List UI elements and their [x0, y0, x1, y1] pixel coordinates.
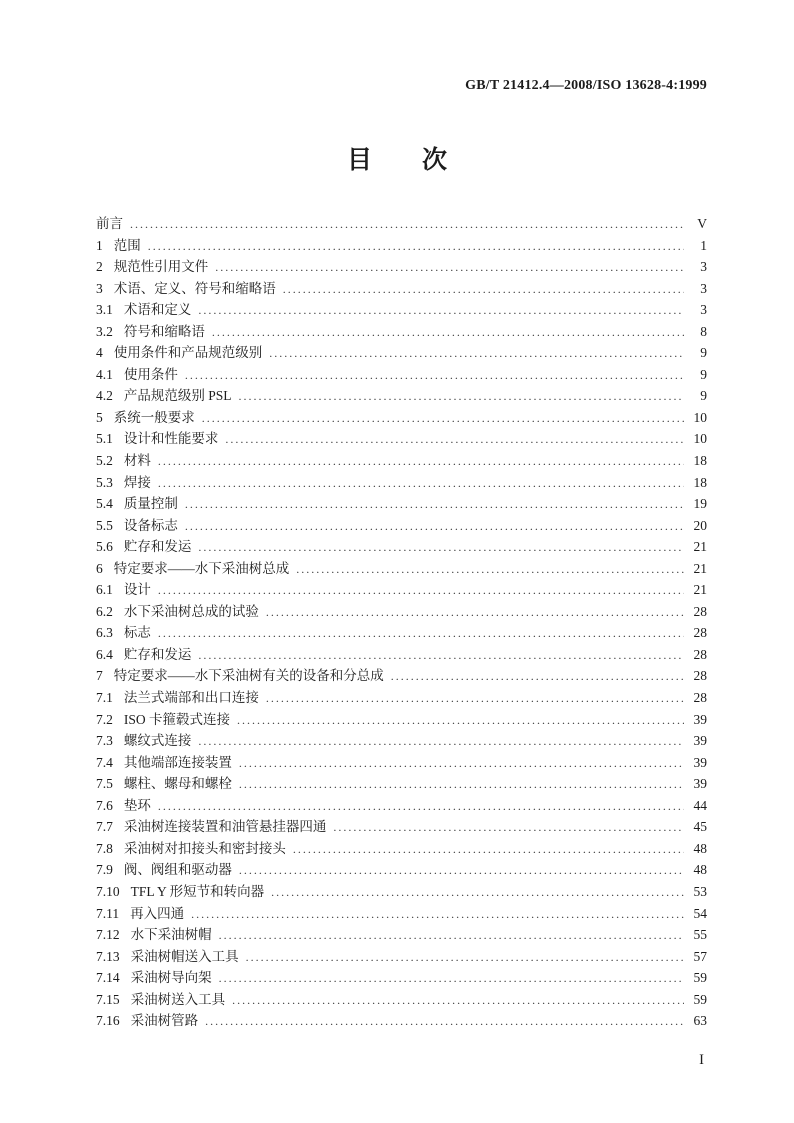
toc-entry-page: 3 [700, 280, 707, 296]
toc-entry-label: 前言 [96, 216, 123, 231]
toc-entry-label: 采油树帽送入工具 [130, 948, 239, 964]
toc-entry-label: 采油树对扣接头和密封接头 [123, 840, 286, 856]
dot-leader [130, 214, 684, 236]
toc-entry [96, 601, 707, 623]
toc-entry [96, 903, 707, 925]
toc-entry [96, 644, 707, 666]
toc-entry-number: 3.1 [96, 302, 113, 318]
toc-entry-number: 6.2 [96, 603, 113, 619]
toc-entry-label: 设计 [123, 582, 151, 598]
dot-leader [158, 796, 684, 818]
toc-entry-label: 术语和定义 [123, 302, 192, 318]
toc-entry-label: 垫环 [123, 797, 151, 813]
toc-entry [96, 795, 707, 817]
toc-entry-page: 9 [700, 366, 707, 382]
toc-entry-label: 设计和性能要求 [123, 431, 219, 447]
toc-entry-number: 7.9 [96, 862, 113, 878]
toc-entry-label: 规范性引用文件 [113, 259, 209, 275]
toc-entry-label: 使用条件 [123, 366, 178, 382]
toc-entry-number: 7 [96, 668, 103, 684]
toc-entry-label: 系统一般要求 [113, 409, 195, 425]
toc-entry [96, 278, 707, 300]
dot-leader [283, 279, 684, 301]
toc-entry-number: 3 [96, 280, 103, 296]
toc-entry-label: 螺纹式连接 [123, 733, 192, 749]
toc-entry-number: 7.4 [96, 754, 113, 770]
toc-entry-page: 3 [700, 302, 707, 318]
dot-leader [219, 968, 684, 990]
toc-entry-label: 法兰式端部和出口连接 [123, 690, 259, 706]
toc-entry-label: 符号和缩略语 [123, 323, 205, 339]
toc-entry-label: 焊接 [123, 474, 151, 490]
toc-entry-page: 21 [693, 539, 707, 555]
toc-entry-page: 39 [693, 776, 707, 792]
toc-entry-label: 材料 [123, 453, 151, 469]
dot-leader [212, 322, 684, 344]
toc-entry-number: 4.1 [96, 366, 113, 382]
toc-entry-page: 28 [693, 625, 707, 641]
toc-entry-number: 7.6 [96, 797, 113, 813]
toc-entry-number: 6.4 [96, 646, 113, 662]
dot-leader [198, 645, 684, 667]
dot-leader [148, 236, 684, 258]
toc-entry [96, 730, 707, 752]
toc-entry-number: 7.15 [96, 991, 120, 1007]
toc-entry-number: 2 [96, 259, 103, 275]
toc-entry-number: 5.5 [96, 517, 113, 533]
toc-entry [96, 622, 707, 644]
toc-entry-label: 其他端部连接装置 [123, 754, 232, 770]
toc-entry-page: 18 [693, 453, 707, 469]
dot-leader [239, 386, 684, 408]
toc-entry-label: 使用条件和产品规范级别 [113, 345, 263, 361]
toc-entry-page: 1 [700, 237, 707, 253]
toc-entry-label: 水下采油树帽 [130, 927, 212, 943]
toc-entry-page: 44 [693, 797, 707, 813]
toc-entry [96, 859, 707, 881]
toc-entry-page: 54 [693, 905, 707, 921]
toc-entry-page: 39 [693, 733, 707, 749]
toc-entry-number: 7.1 [96, 690, 113, 706]
toc-entry-page: 59 [693, 970, 707, 986]
toc-entry-number: 7.10 [96, 883, 120, 899]
toc-entry-label: 设备标志 [123, 517, 178, 533]
toc-entry-number: 7.7 [96, 819, 113, 835]
toc-entry-page: 28 [693, 603, 707, 619]
toc-entry-page: 21 [693, 582, 707, 598]
dot-leader [296, 559, 684, 581]
toc-entry-number: 7.8 [96, 840, 113, 856]
dot-leader [198, 300, 684, 322]
toc-entry-number: 7.5 [96, 776, 113, 792]
dot-leader [158, 580, 684, 602]
toc-entry-page: 10 [693, 409, 707, 425]
dot-leader [239, 774, 684, 796]
toc-entry [96, 428, 707, 450]
dot-leader [239, 753, 684, 775]
toc-entry-page: 57 [693, 948, 707, 964]
dot-leader [237, 710, 684, 732]
dot-leader [158, 451, 684, 473]
dot-leader [198, 537, 684, 559]
toc-entry-page: 10 [693, 431, 707, 447]
toc-entry-page: 28 [693, 646, 707, 662]
toc-entry [96, 752, 707, 774]
standard-number-header: GB/T 21412.4—2008/ISO 13628-4:1999 [465, 78, 707, 93]
toc-entry [96, 946, 707, 968]
toc-entry [96, 472, 707, 494]
toc-entry [96, 256, 707, 278]
toc-entry-page: 48 [693, 862, 707, 878]
toc-entry [96, 558, 707, 580]
toc-entry-number: 5.4 [96, 496, 113, 512]
toc-entry-page: 19 [693, 496, 707, 512]
toc-entry [96, 989, 707, 1011]
toc-entry-number: 7.3 [96, 733, 113, 749]
toc-entry-page: 18 [693, 474, 707, 490]
toc-entry-label: 特定要求——水下采油树总成 [113, 560, 290, 576]
dot-leader [191, 904, 684, 926]
toc-entry-page: 45 [693, 819, 707, 835]
toc-entry-number: 5.6 [96, 539, 113, 555]
toc-entry-number: 7.14 [96, 970, 120, 986]
toc-entry-page: 20 [693, 517, 707, 533]
toc-entry-page: 9 [700, 345, 707, 361]
dot-leader [239, 860, 684, 882]
toc-entry-number: 5.2 [96, 453, 113, 469]
toc-entry-label: ISO 卡箍毂式连接 [123, 711, 231, 727]
toc-entry-page: 28 [693, 690, 707, 706]
dot-leader [266, 688, 684, 710]
toc-entry-label: 阀、阀组和驱动器 [123, 862, 232, 878]
toc-entry-page: 55 [693, 927, 707, 943]
toc-entry-label: 术语、定义、符号和缩略语 [113, 280, 276, 296]
dot-leader [185, 494, 684, 516]
toc-entry [96, 299, 707, 321]
toc-entry-label: 采油树连接装置和油管悬挂器四通 [123, 819, 327, 835]
toc-entry [96, 709, 707, 731]
dot-leader [219, 925, 684, 947]
toc-entry-number: 4 [96, 345, 103, 361]
toc-entry [96, 579, 707, 601]
dot-leader [158, 623, 684, 645]
dot-leader [225, 429, 684, 451]
dot-leader [266, 602, 684, 624]
toc-entry-number: 5.3 [96, 474, 113, 490]
toc-entry [96, 924, 707, 946]
toc-entry-label: 再入四通 [130, 905, 185, 921]
toc-entry [96, 665, 707, 687]
toc-entry-label: TFL Y 形短节和转向器 [130, 883, 265, 899]
dot-leader [271, 882, 684, 904]
toc-entry-number: 6.3 [96, 625, 113, 641]
toc-entry-label: 水下采油树总成的试验 [123, 603, 259, 619]
toc-entry-number: 5 [96, 409, 103, 425]
toc-entry-label: 标志 [123, 625, 151, 641]
toc-entry-label: 特定要求——水下采油树有关的设备和分总成 [113, 668, 384, 684]
toc-entry-page: 9 [700, 388, 707, 404]
toc-entry [96, 1010, 707, 1032]
dot-leader [246, 947, 684, 969]
toc-entry-number: 3.2 [96, 323, 113, 339]
toc-entry [96, 342, 707, 364]
toc-entry [96, 816, 707, 838]
toc-entry-label: 质量控制 [123, 496, 178, 512]
toc-entry-page: 39 [693, 711, 707, 727]
page-number: I [699, 1052, 704, 1068]
toc-entry-label: 产品规范级别 PSL [123, 388, 232, 404]
toc-entry-page: 48 [693, 840, 707, 856]
toc-entry [96, 235, 707, 257]
dot-leader [205, 1011, 684, 1033]
toc-entry-label: 贮存和发运 [123, 646, 192, 662]
toc-entry-number: 6.1 [96, 582, 113, 598]
toc-entry-page: 21 [693, 560, 707, 576]
toc-entry [96, 364, 707, 386]
toc-entry-label: 采油树送入工具 [130, 991, 226, 1007]
toc-entry [96, 385, 707, 407]
toc-entry-number: 5.1 [96, 431, 113, 447]
toc-entry [96, 450, 707, 472]
toc-entry-page: 3 [700, 259, 707, 275]
dot-leader [269, 343, 684, 365]
toc-entry [96, 773, 707, 795]
dot-leader [391, 666, 684, 688]
dot-leader [158, 473, 684, 495]
dot-leader [185, 365, 684, 387]
toc-entry-number: 7.12 [96, 927, 120, 943]
toc-entry-page: 39 [693, 754, 707, 770]
toc-entry-label: 采油树导向架 [130, 970, 212, 986]
toc-entry [96, 536, 707, 558]
toc-entry-number: 7.2 [96, 711, 113, 727]
dot-leader [333, 817, 684, 839]
dot-leader [202, 408, 684, 430]
toc-entry [96, 493, 707, 515]
dot-leader [185, 516, 684, 538]
toc-entry-label: 采油树管路 [130, 1013, 199, 1029]
toc-entry [96, 321, 707, 343]
toc-entry-page: 63 [693, 1013, 707, 1029]
toc-entry-label: 螺柱、螺母和螺栓 [123, 776, 232, 792]
toc-entry [96, 881, 707, 903]
toc-entry [96, 967, 707, 989]
page-title: 目 次 [346, 147, 447, 174]
toc-list [96, 213, 707, 1032]
toc-entry-page: 8 [700, 323, 707, 339]
toc-entry-number: 7.16 [96, 1013, 120, 1029]
dot-leader [198, 731, 684, 753]
toc-entry [96, 407, 707, 429]
dot-leader [293, 839, 684, 861]
toc-entry-number: 4.2 [96, 388, 113, 404]
toc-entry [96, 213, 707, 235]
toc-entry [96, 515, 707, 537]
toc-entry-page: V [697, 216, 707, 231]
toc-entry-number: 1 [96, 237, 103, 253]
toc-entry-page: 28 [693, 668, 707, 684]
toc-entry [96, 838, 707, 860]
toc-entry-number: 7.13 [96, 948, 120, 964]
toc-entry-number: 7.11 [96, 905, 120, 921]
toc-entry [96, 687, 707, 709]
toc-entry-label: 贮存和发运 [123, 539, 192, 555]
dot-leader [232, 990, 684, 1012]
toc-entry-page: 53 [693, 883, 707, 899]
toc-entry-number: 6 [96, 560, 103, 576]
toc-entry-label: 范围 [113, 237, 141, 253]
dot-leader [215, 257, 684, 279]
toc-entry-page: 59 [693, 991, 707, 1007]
